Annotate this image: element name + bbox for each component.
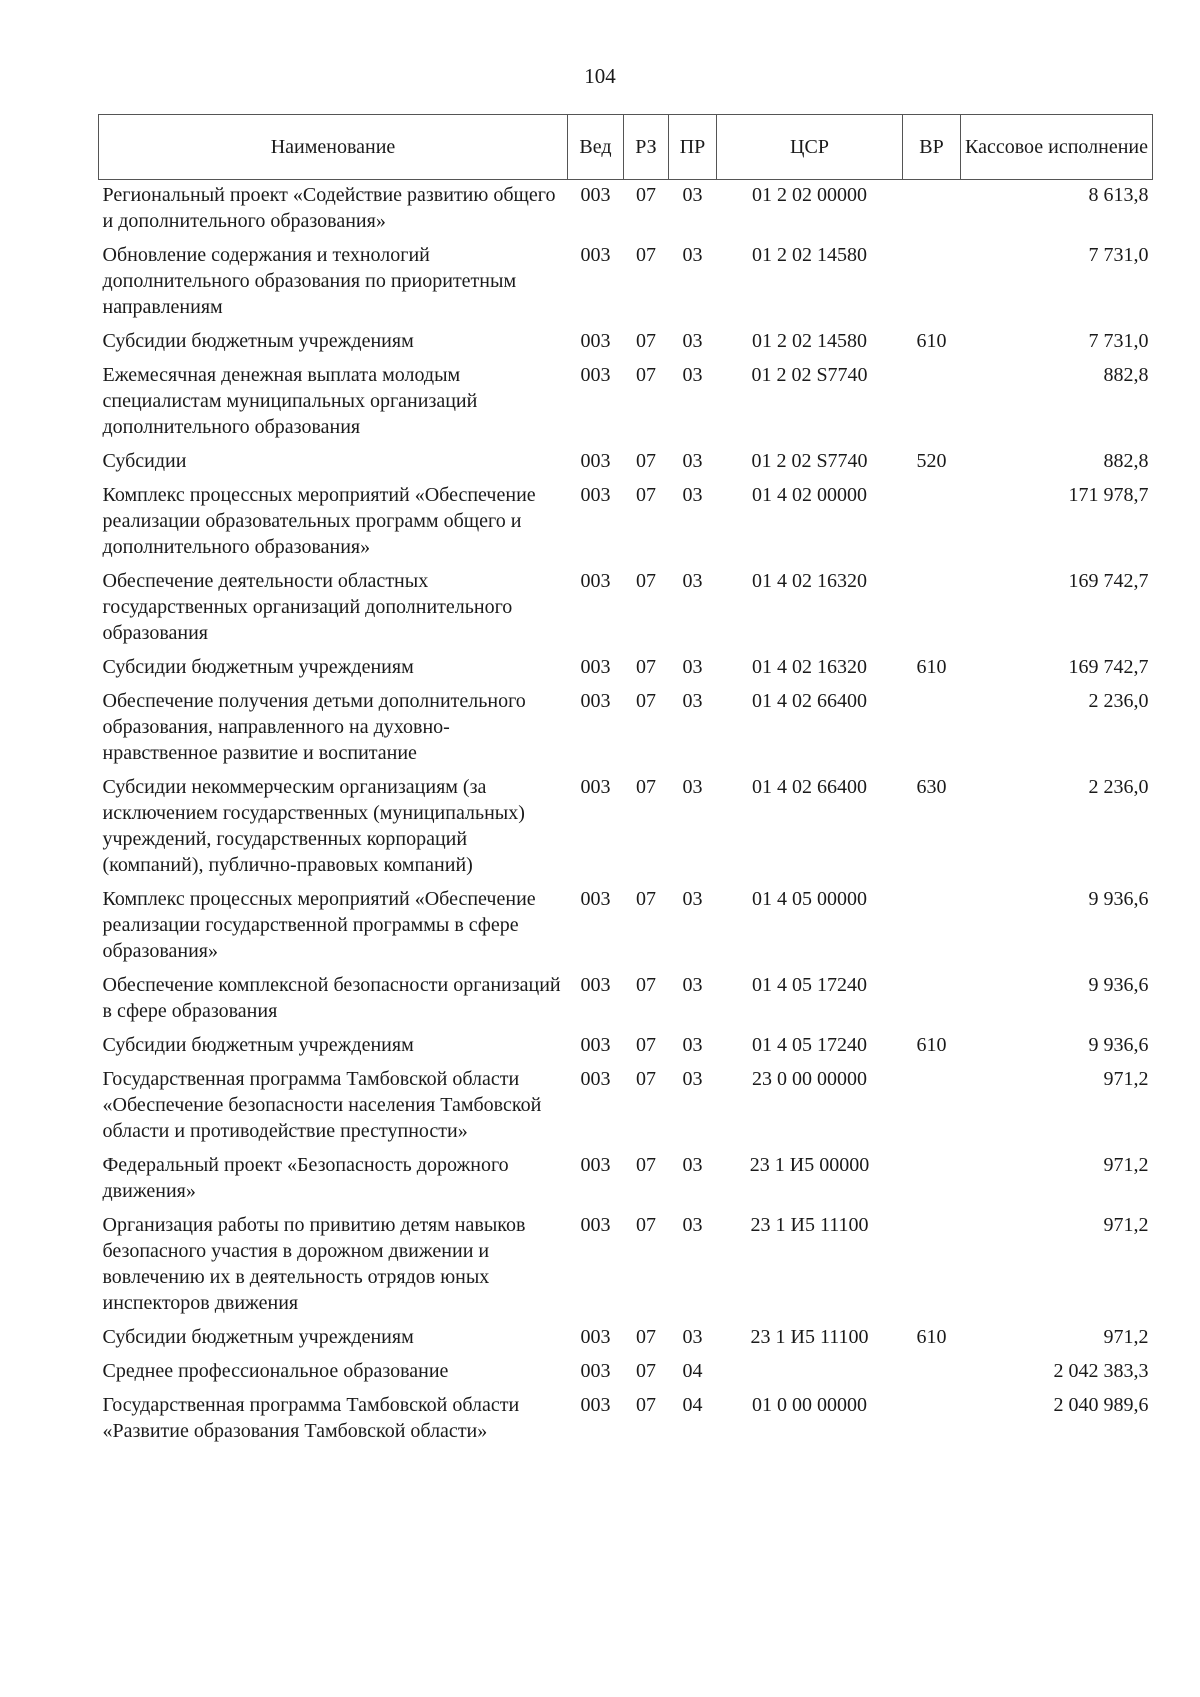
table-row: [99, 326, 1153, 360]
row-execution: 2 236,0: [1088, 690, 1149, 712]
row-ved: 003: [580, 1154, 611, 1176]
row-rz: 07: [636, 1360, 656, 1382]
row-rz: 07: [636, 364, 656, 386]
table-row: [99, 1150, 1153, 1210]
row-rz: 07: [636, 776, 656, 798]
header-vr: ВР: [903, 115, 961, 180]
row-vr: 520: [916, 450, 947, 472]
row-rz: 07: [636, 1214, 656, 1236]
table-row: [99, 1064, 1153, 1150]
row-pr: 03: [682, 450, 703, 472]
row-csr: 23 1 И5 11100: [750, 1326, 869, 1348]
row-execution: 169 742,7: [1068, 570, 1149, 592]
row-execution: 171 978,7: [1068, 484, 1149, 506]
row-ved: 003: [580, 690, 611, 712]
row-execution: 971,2: [1103, 1068, 1149, 1090]
row-ved: 003: [580, 484, 611, 506]
row-execution: 882,8: [1103, 450, 1149, 472]
table-header: [99, 115, 1153, 180]
row-vr: 610: [916, 656, 947, 678]
row-vr: 610: [916, 1034, 947, 1056]
row-vr: 610: [916, 1326, 947, 1348]
row-execution: 971,2: [1103, 1154, 1149, 1176]
row-pr: 03: [682, 570, 703, 592]
row-pr: 03: [682, 776, 703, 798]
row-csr: 01 4 02 16320: [752, 570, 867, 592]
row-csr: 23 1 И5 00000: [749, 1154, 870, 1176]
row-vr: [903, 1210, 961, 1322]
table-body: [99, 180, 1153, 1451]
row-rz: 07: [636, 1034, 656, 1056]
row-ved: 003: [580, 888, 611, 910]
row-ved: 003: [580, 1068, 611, 1090]
row-execution: 882,8: [1103, 364, 1149, 386]
row-vr: [903, 566, 961, 652]
table-row: [99, 480, 1153, 566]
table-row: [99, 360, 1153, 446]
header-csr: ЦСР: [717, 115, 903, 180]
row-ved: 003: [580, 974, 611, 996]
row-pr: 03: [682, 888, 703, 910]
row-pr: 03: [682, 1068, 703, 1090]
row-rz: 07: [636, 1154, 656, 1176]
row-pr: 03: [682, 364, 703, 386]
row-pr: 04: [682, 1360, 703, 1382]
header-ved: Вед: [568, 115, 624, 180]
row-csr: 01 4 02 66400: [752, 776, 867, 798]
row-ved: 003: [580, 1360, 611, 1382]
row-name: Комплекс процессных мероприятий «Обеспечение реализации образовательных программ общего и дополнительного образования»: [102, 484, 536, 558]
row-csr: 01 4 05 00000: [752, 888, 867, 910]
row-ved: 003: [580, 656, 611, 678]
row-execution: 7 731,0: [1088, 244, 1149, 266]
row-vr: [903, 480, 961, 566]
row-csr: 01 2 02 14580: [752, 330, 867, 352]
row-vr: [903, 240, 961, 326]
table-row: [99, 240, 1153, 326]
row-name: Среднее профессиональное образование: [102, 1360, 449, 1382]
row-rz: 07: [636, 1394, 656, 1416]
header-rz: РЗ: [624, 115, 669, 180]
row-name: Обеспечение деятельности областных государственных организаций дополнительного образования: [102, 570, 513, 644]
row-name: Государственная программа Тамбовской области «Обеспечение безопасности населения Тамбовской области и противодействие преступности»: [102, 1068, 542, 1142]
row-ved: 003: [580, 1034, 611, 1056]
row-pr: 03: [682, 1214, 703, 1236]
row-name: Обновление содержания и технологий дополнительного образования по приоритетным направлениям: [102, 244, 517, 318]
table-row: [99, 970, 1153, 1030]
row-ved: 003: [580, 184, 611, 206]
table-row: [99, 1390, 1153, 1450]
row-rz: 07: [636, 570, 656, 592]
row-vr: [903, 884, 961, 970]
table-row: [99, 686, 1153, 772]
header-name: Наименование: [99, 115, 568, 180]
row-execution: 971,2: [1103, 1326, 1149, 1348]
row-rz: 07: [636, 974, 656, 996]
row-vr: [903, 360, 961, 446]
row-execution: 9 936,6: [1088, 974, 1149, 996]
row-ved: 003: [580, 776, 611, 798]
row-csr: 01 4 02 16320: [752, 656, 867, 678]
page-number: 104: [584, 64, 616, 88]
row-pr: 04: [682, 1394, 703, 1416]
table-row: [99, 772, 1153, 884]
row-pr: 03: [682, 244, 703, 266]
row-csr: 01 2 02 S7740: [751, 450, 868, 472]
row-name: Обеспечение получения детьми дополнительного образования, направленного на духовно-нравственное развитие и воспитание: [102, 690, 526, 764]
row-csr: 01 2 02 14580: [752, 244, 867, 266]
row-name: Государственная программа Тамбовской области «Развитие образования Тамбовской области»: [102, 1394, 520, 1442]
row-execution: 971,2: [1103, 1214, 1149, 1236]
header-pr: ПР: [669, 115, 717, 180]
row-name: Субсидии: [102, 450, 187, 472]
row-execution: 7 731,0: [1088, 330, 1149, 352]
header-execution: Кассовое исполнение: [961, 115, 1153, 180]
row-rz: 07: [636, 1326, 656, 1348]
table-row: [99, 884, 1153, 970]
budget-execution-table: [98, 114, 1153, 1450]
row-name: Федеральный проект «Безопасность дорожного движения»: [102, 1154, 509, 1202]
row-name: Обеспечение комплексной безопасности организаций в сфере образования: [102, 974, 561, 1022]
row-ved: 003: [580, 1326, 611, 1348]
row-name: Субсидии бюджетным учреждениям: [102, 1034, 414, 1056]
row-name: Субсидии бюджетным учреждениям: [102, 330, 414, 352]
row-ved: 003: [580, 450, 611, 472]
row-rz: 07: [636, 244, 656, 266]
table-row: [99, 180, 1153, 241]
row-execution: 8 613,8: [1088, 184, 1149, 206]
table-row: [99, 1030, 1153, 1064]
table-row: [99, 1210, 1153, 1322]
row-vr: [903, 180, 961, 241]
row-vr: [903, 1356, 961, 1390]
row-pr: 03: [682, 1154, 703, 1176]
row-pr: 03: [682, 184, 703, 206]
row-csr: 01 4 05 17240: [752, 1034, 867, 1056]
row-rz: 07: [636, 484, 656, 506]
table-row: [99, 446, 1153, 480]
table-row: [99, 652, 1153, 686]
row-execution: 2 042 383,3: [1053, 1360, 1149, 1382]
row-vr: [903, 1064, 961, 1150]
row-csr: 01 2 02 00000: [752, 184, 867, 206]
row-rz: 07: [636, 888, 656, 910]
row-execution: 169 742,7: [1068, 656, 1149, 678]
row-vr: [903, 686, 961, 772]
row-csr: 01 0 00 00000: [752, 1394, 867, 1416]
row-vr: [903, 1150, 961, 1210]
row-ved: 003: [580, 1394, 611, 1416]
row-csr: 01 2 02 S7740: [751, 364, 868, 386]
row-csr: 01 4 02 66400: [752, 690, 867, 712]
row-name: Ежемесячная денежная выплата молодым специалистам муниципальных организаций дополнительного образования: [102, 364, 478, 438]
row-execution: 9 936,6: [1088, 1034, 1149, 1056]
row-name: Субсидии бюджетным учреждениям: [102, 1326, 414, 1348]
row-execution: 9 936,6: [1088, 888, 1149, 910]
row-rz: 07: [636, 656, 656, 678]
table-row: [99, 566, 1153, 652]
row-rz: 07: [636, 184, 656, 206]
row-name: Региональный проект «Содействие развитию общего и дополнительного образования»: [102, 184, 556, 232]
row-csr: [717, 1356, 903, 1390]
row-pr: 03: [682, 330, 703, 352]
row-pr: 03: [682, 484, 703, 506]
row-ved: 003: [580, 330, 611, 352]
row-execution: 2 236,0: [1088, 776, 1149, 798]
row-rz: 07: [636, 330, 656, 352]
row-csr: 01 4 02 00000: [752, 484, 867, 506]
row-name: Субсидии некоммерческим организациям (за исключением государственных (муниципальных) учреждений, государственных корпораций (компаний), публично-правовых компаний): [102, 776, 525, 876]
row-ved: 003: [580, 244, 611, 266]
row-pr: 03: [682, 690, 703, 712]
row-execution: 2 040 989,6: [1053, 1394, 1149, 1416]
row-pr: 03: [682, 974, 703, 996]
row-vr: [903, 1390, 961, 1450]
row-vr: [903, 970, 961, 1030]
row-ved: 003: [580, 1214, 611, 1236]
row-csr: 23 0 00 00000: [752, 1068, 867, 1090]
row-ved: 003: [580, 364, 611, 386]
row-vr: 610: [916, 330, 947, 352]
row-ved: 003: [580, 570, 611, 592]
table-row: [99, 1322, 1153, 1356]
row-pr: 03: [682, 1326, 703, 1348]
row-name: Организация работы по привитию детям навыков безопасного участия в дорожном движении и вовлечению их в деятельность отрядов юных инспекторов движения: [102, 1214, 526, 1314]
row-rz: 07: [636, 450, 656, 472]
table-row: [99, 1356, 1153, 1390]
row-pr: 03: [682, 1034, 703, 1056]
row-rz: 07: [636, 690, 656, 712]
row-name: Комплекс процессных мероприятий «Обеспечение реализации государственной программы в сфере образования»: [102, 888, 536, 962]
row-csr: 01 4 05 17240: [752, 974, 867, 996]
row-pr: 03: [682, 656, 703, 678]
row-name: Субсидии бюджетным учреждениям: [102, 656, 414, 678]
row-rz: 07: [636, 1068, 656, 1090]
row-csr: 23 1 И5 11100: [750, 1214, 869, 1236]
row-vr: 630: [916, 776, 947, 798]
